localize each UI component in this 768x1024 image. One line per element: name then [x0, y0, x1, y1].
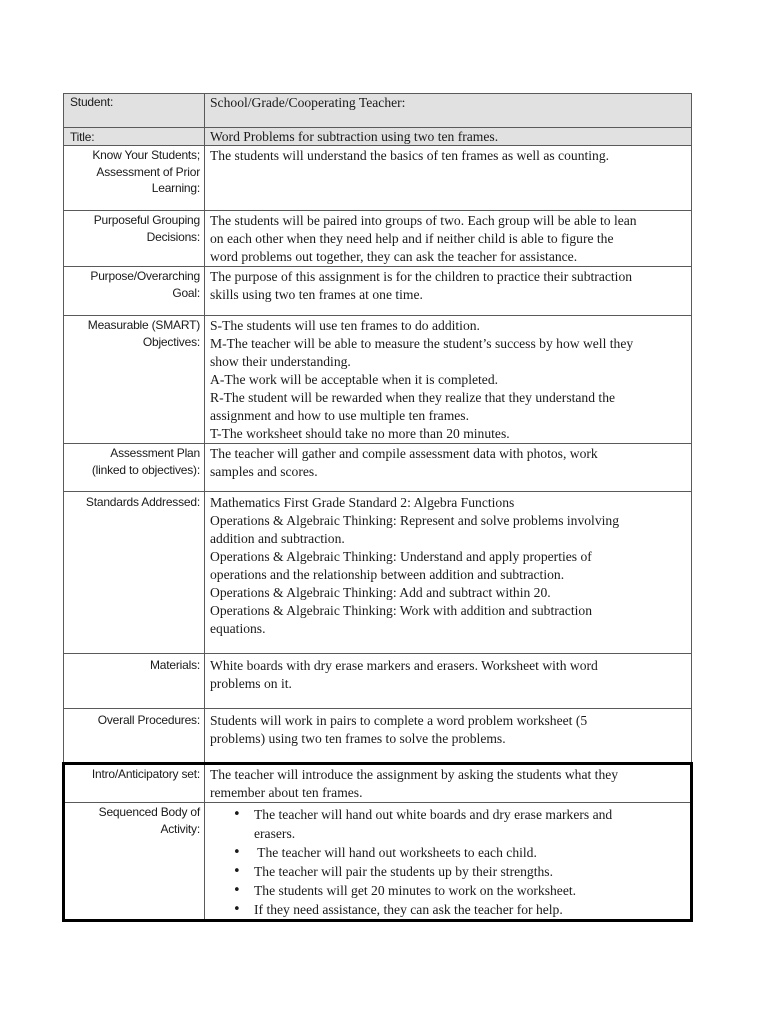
body-activity-value [205, 803, 692, 921]
materials-row [64, 654, 692, 709]
assessment-plan-row [64, 444, 692, 492]
intro-row [64, 764, 692, 803]
student-row [64, 94, 692, 128]
purpose-label: Purpose/Overarching Goal: [64, 267, 205, 316]
smart-objectives-value: S-The students will use ten frames to do addition. M-The teacher will be able to measure the student’s success by how well they show their understanding. A-The work will be acceptable when it is completed. R-The student will be rewarded when they realize that they understand the assignment and how to use multiple ten frames. T-The worksheet should take no more than 20 minutes. [205, 316, 692, 444]
procedures-label: Overall Procedures: [64, 709, 205, 764]
grouping-row [64, 211, 692, 267]
activity-bullet-item: • The teacher will hand out worksheets to each child. [254, 843, 686, 862]
purpose-value: The purpose of this assignment is for the children to practice their subtraction skills using two ten frames at one time. [205, 267, 692, 316]
know-students-row [64, 146, 692, 211]
school-grade-teacher-label: School/Grade/Cooperating Teacher: [205, 94, 692, 128]
smart-objectives-row [64, 316, 692, 444]
student-label: Student: [64, 94, 205, 128]
procedures-row [64, 709, 692, 764]
activity-bullet-item: • The students will get 20 minutes to work on the worksheet. [254, 881, 686, 900]
assessment-plan-label: Assessment Plan (linked to objectives): [64, 444, 205, 492]
title-label: Title: [64, 128, 205, 146]
assessment-plan-value: The teacher will gather and compile assessment data with photos, work samples and scores. [205, 444, 692, 492]
materials-value: White boards with dry erase markers and erasers. Worksheet with word problems on it. [205, 654, 692, 709]
intro-value: The teacher will introduce the assignment by asking the students what they remember about ten frames. [205, 764, 692, 803]
activity-bullet-item: • The teacher will pair the students up by their strengths. [254, 862, 686, 881]
lesson-plan-table [62, 93, 693, 922]
know-students-value: The students will understand the basics of ten frames as well as counting. [205, 146, 692, 211]
purpose-row [64, 267, 692, 316]
standards-row [64, 492, 692, 654]
activity-bullet-item: • The teacher will hand out white boards and dry erase markers and erasers. [254, 805, 686, 843]
materials-label: Materials: [64, 654, 205, 709]
smart-objectives-label: Measurable (SMART) Objectives: [64, 316, 205, 444]
activity-bullet-list [210, 805, 686, 919]
grouping-value: The students will be paired into groups of two. Each group will be able to lean on each other when they need help and if neither child is able to figure the word problems out together, they can ask the teacher for assistance. [205, 211, 692, 267]
body-activity-row [64, 803, 692, 921]
know-students-label: Know Your Students; Assessment of Prior Learning: [64, 146, 205, 211]
body-activity-label: Sequenced Body of Activity: [64, 803, 205, 921]
title-value: Word Problems for subtraction using two ten frames. [205, 128, 692, 146]
intro-label: Intro/Anticipatory set: [64, 764, 205, 803]
title-row [64, 128, 692, 146]
standards-value: Mathematics First Grade Standard 2: Algebra Functions Operations & Algebraic Thinking: Represent and solve problems involving addition and subtraction. Operations & Algebraic Thinking: Understand and apply properties of operations and the relationship between addition and subtraction. Operations & Algebraic Thinking: Add and subtract within 20. Operations & Algebraic Thinking: Work with addition and subtraction equations. [205, 492, 692, 654]
activity-bullet-item: • If they need assistance, they can ask the teacher for help. [254, 900, 686, 919]
grouping-label: Purposeful Grouping Decisions: [64, 211, 205, 267]
procedures-value: Students will work in pairs to complete a word problem worksheet (5 problems) using two ten frames to solve the problems. [205, 709, 692, 764]
standards-label: Standards Addressed: [64, 492, 205, 654]
